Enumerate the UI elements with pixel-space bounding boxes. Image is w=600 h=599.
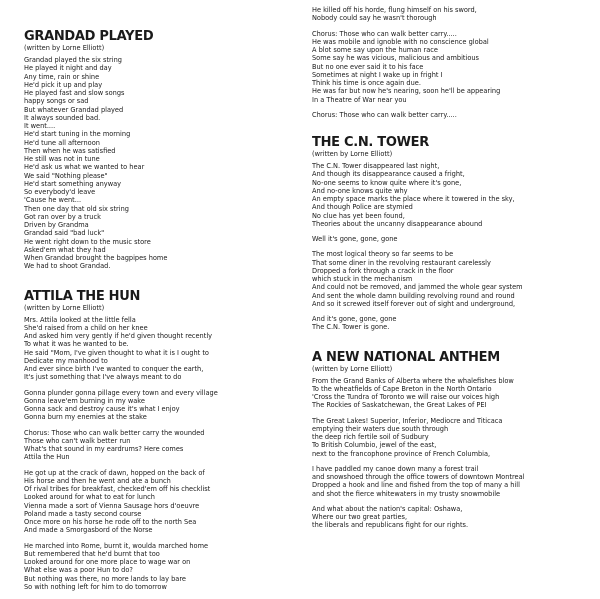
- lyric-line: Got ran over by a truck: [24, 212, 101, 221]
- lyric-line: The C.N. Tower disappeared last night,: [312, 162, 440, 170]
- lyric-line: And could not be removed, and jammed the whole gear system: [312, 283, 523, 292]
- lyric-line: Of rival tribes for breakfast, checked'em off his checklist: [24, 485, 211, 493]
- lyric-line: And no-one knows quite why: [312, 186, 408, 195]
- lyric-line: He'd start something anyway: [24, 179, 122, 188]
- lyric-line: The C.N. Tower is gone.: [312, 323, 390, 332]
- lyric-line: And though Police are stymied: [312, 203, 413, 212]
- song-attila-the-hun: [24, 290, 296, 592]
- song-credit: (written by Lorne Elliott): [24, 303, 105, 312]
- stanzas: [312, 377, 594, 530]
- lyric-line: the deep rich fertile soil of Sudbury: [312, 433, 429, 441]
- lyric-line: Attila the Hun: [24, 453, 70, 462]
- lyric-line: He was mobile and ignoble with no conscience global: [312, 37, 489, 46]
- lyric-line: He'd pick it up and play: [24, 80, 103, 89]
- lyric-line: And though its disappearance caused a fright,: [312, 170, 465, 179]
- stanza: [312, 235, 594, 243]
- lyric-line: Chorus: Those who can walk better carry.....: [312, 29, 457, 38]
- stanza: [312, 250, 594, 308]
- lyric-line: So everybody'd leave: [24, 188, 96, 196]
- lyric-line: The Rockies of Saskatchewan, the Great Lakes of PEI: [312, 401, 487, 410]
- lyric-line: The Great Lakes! Superior, Inferior, Mediocre and Titicaca: [312, 416, 503, 425]
- stanzas: [312, 162, 594, 332]
- song-title: A NEW NATIONAL ANTHEM: [312, 349, 500, 365]
- lyric-line: But remembered that he'd burnt that too: [24, 549, 160, 558]
- lyric-line: Poland made a tasty second course: [24, 509, 142, 518]
- lyric-line: Dedicate my manhood to: [24, 356, 108, 365]
- lyric-line: Asked'em what they had: [24, 245, 106, 254]
- lyric-line: Any time, rain or shine: [24, 72, 100, 81]
- lyric-line: Gonna burn my enemies at the stake: [24, 413, 147, 422]
- lyric-line: His horse and then he went and ate a bunch: [24, 476, 171, 485]
- lyric-line: Chorus: Those who can walk better carry the wounded: [24, 428, 205, 437]
- stanza: [312, 315, 594, 332]
- lyric-line: To the wheatfields of Cape Breton in the North Ontario: [312, 384, 492, 393]
- lyric-line: The most logical theory so far seems to be: [312, 250, 454, 259]
- lyric-line: What else was a poor Hun to do?: [24, 566, 133, 575]
- lyric-line: She'd raised from a child on her knee: [24, 323, 148, 332]
- lyric-line: Chorus: Those who can walk better carry.....: [312, 110, 457, 119]
- lyric-line: That some diner in the revolving restaurant carelessly: [312, 258, 491, 267]
- song-cn-tower: [312, 136, 594, 332]
- lyric-line: To British Columbio, jewel of the east,: [312, 441, 437, 450]
- stanza: [24, 316, 296, 382]
- song-credit: (written by Lorne Elliott): [312, 150, 393, 158]
- lyric-line: He marched into Rome, burnt it, woulda marched home: [24, 541, 209, 550]
- lyric-line: Then when he was satisfied: [24, 146, 116, 155]
- lyric-line: Gonna sack and destroy cause it's what I enjoy: [24, 405, 180, 413]
- lyric-line: A blot some say upon the human race: [312, 46, 438, 54]
- lyric-line: Dropped a fork through a crack in the floor: [312, 266, 454, 275]
- lyric-line: 'Cause he went...: [24, 196, 82, 205]
- right-column: [312, 0, 594, 537]
- stanza: [24, 56, 296, 271]
- lyric-line: He played it night and day: [24, 64, 112, 73]
- stanza: [24, 542, 296, 592]
- lyric-line: He still was not in tune: [24, 155, 100, 163]
- lyric-line: And sent the whole damn building revolving round and round: [312, 291, 515, 300]
- lyric-line: When Grandad brought the bagpipes home: [24, 254, 168, 262]
- lyric-line: Gonna plunder gonna pillage every town and every village: [24, 388, 218, 397]
- stanza: [24, 469, 296, 535]
- lyric-line: Grandad played the six string: [24, 56, 122, 64]
- song-credit: (written by Lorne Elliott): [312, 364, 393, 373]
- lyric-line: Where our two great parties,: [312, 513, 408, 521]
- lyric-line: In a Theatre of War near you: [312, 95, 407, 104]
- lyric-line: Mrs. Attila looked at the little fella: [24, 315, 136, 324]
- lyric-line: Some say he was vicious, malicious and ambitious: [312, 54, 479, 63]
- stanza: [312, 30, 594, 104]
- lyric-line: Gonna leave'em burning in my wake: [24, 396, 145, 405]
- lyric-line: From the Grand Banks of Alberta where the whalefishes blow: [312, 376, 514, 385]
- stanza: [24, 429, 296, 462]
- song-title: THE C.N. TOWER: [312, 135, 429, 150]
- lyric-line: And ever since birth I've wanted to conquer the earth,: [24, 365, 204, 373]
- stanza: [312, 162, 594, 228]
- lyric-line: He was far but now he's nearing, soon he'll be appearing: [312, 87, 501, 96]
- song-credit: (written by Lorne Elliott): [24, 44, 105, 52]
- lyric-line: Looked around for one more place to wage war on: [24, 558, 191, 566]
- lyric-line: He said "Mom, I've given thought to what it is I ought to: [24, 348, 209, 357]
- lyric-line: Driven by Grandma: [24, 221, 89, 229]
- lyric-line: And it's gone, gone, gone: [312, 315, 397, 323]
- lyric-line: I have paddled my canoe down many a forest trail: [312, 464, 479, 473]
- lyric-line: No clue has yet been found,: [312, 211, 405, 220]
- lyric-line: But no one ever said it to his face: [312, 62, 424, 71]
- song-new-national-anthem: [312, 351, 594, 530]
- lyric-line: happy songs or sad: [24, 97, 89, 106]
- stanzas: [24, 56, 296, 271]
- stanza: [312, 417, 594, 458]
- lyric-line: Grandad said "bad luck": [24, 229, 105, 238]
- lyric-line: He'd tune all afternoon: [24, 138, 100, 147]
- lyric-line: And made a Smorgasbord of the Norse: [24, 526, 153, 535]
- lyric-line: He killed off his horde, flung himself on his sword,: [312, 6, 477, 14]
- lyric-line: He went right down to the music store: [24, 237, 151, 246]
- lyric-line: Nobody could say he wasn't thorough: [312, 14, 437, 23]
- lyric-line: Think his time is once again due.: [312, 79, 421, 87]
- lyric-line: emptying their waters due south through: [312, 424, 449, 433]
- lyric-line: Well it's gone, gone, gone: [312, 235, 398, 243]
- lyric-line: And asked him very gently if he'd given thought recently: [24, 332, 213, 340]
- lyric-line: An empty space marks the place where it towered in the sky,: [312, 195, 515, 203]
- lyric-line: It's just something that I've always meant to do: [24, 373, 182, 382]
- lyric-line: Once more on his horse he rode off to the north Sea: [24, 518, 197, 526]
- lyric-line: Dropped a hook and line and fished from the top of many a hill: [312, 481, 520, 490]
- song-title: ATTILA THE HUN: [24, 288, 141, 304]
- lyric-line: Then one day that old six string: [24, 204, 129, 213]
- stanza: [312, 465, 594, 498]
- lyric-line: next to the francophone province of French Columbia,: [312, 449, 491, 458]
- stanza: [312, 505, 594, 530]
- stanzas: [312, 6, 594, 119]
- lyric-line: 'Cross the Tundra of Toronto we will raise our voices high: [312, 393, 500, 401]
- lyric-line: But nothing was there, no more lands to lay bare: [24, 574, 186, 583]
- stanza: [312, 6, 594, 23]
- stanza: [24, 389, 296, 422]
- lyric-line: It always sounded bad.: [24, 113, 101, 122]
- song-title: GRANDAD PLAYED: [24, 29, 154, 44]
- lyric-line: We said "Nothing please": [24, 171, 108, 180]
- lyric-line: Sometimes at night I wake up in fright I: [312, 70, 443, 79]
- lyric-line: He got up at the crack of dawn, hopped on the back of: [24, 468, 205, 477]
- lyric-line: Vienna made a sort of Vienna Sausage hors d'oeuvre: [24, 501, 200, 510]
- lyric-line: Theories about the uncanny disappearance abound: [312, 219, 483, 228]
- lyric-line: which stuck in the mechanism: [312, 275, 413, 283]
- lyric-line: the liberals and republicans fight for our rights.: [312, 521, 469, 530]
- lyric-line: But whatever Grandad played: [24, 105, 124, 114]
- lyric-line: He'd start tuning in the morning: [24, 130, 131, 139]
- lyric-line: What's that sound in my eardrums? Here comes: [24, 445, 184, 453]
- lyric-line: So with nothing left for him to do tomorrow: [24, 582, 167, 591]
- lyric-line: No-one seems to know quite where it's gone,: [312, 178, 462, 187]
- lyric-line: And so it screwed itself forever out of sight and underground,: [312, 299, 516, 308]
- lyric-line: Those who can't walk better run: [24, 436, 131, 445]
- stanzas: [24, 316, 296, 592]
- lyric-line: To what it was he wanted to be.: [24, 340, 129, 349]
- song-grandad-played: [24, 30, 296, 271]
- lyric-line: He played fast and slow songs: [24, 89, 125, 97]
- lyric-line: Looked around for what to eat for lunch: [24, 493, 155, 502]
- song-attila-continued: [312, 6, 594, 119]
- stanza: [312, 111, 594, 119]
- lyric-line: and snowshoed through the office towers of downtown Montreal: [312, 473, 525, 481]
- lyric-line: and shot the fierce whitewaters in my trusty snowmobile: [312, 489, 501, 498]
- left-column: [24, 0, 296, 598]
- lyric-line: It went....: [24, 122, 56, 130]
- lyric-line: And what about the nation's capital: Oshawa,: [312, 504, 463, 513]
- stanza: [312, 377, 594, 410]
- lyric-line: We had to shoot Grandad.: [24, 262, 111, 271]
- lyric-line: He'd ask us what we wanted to hear: [24, 163, 145, 172]
